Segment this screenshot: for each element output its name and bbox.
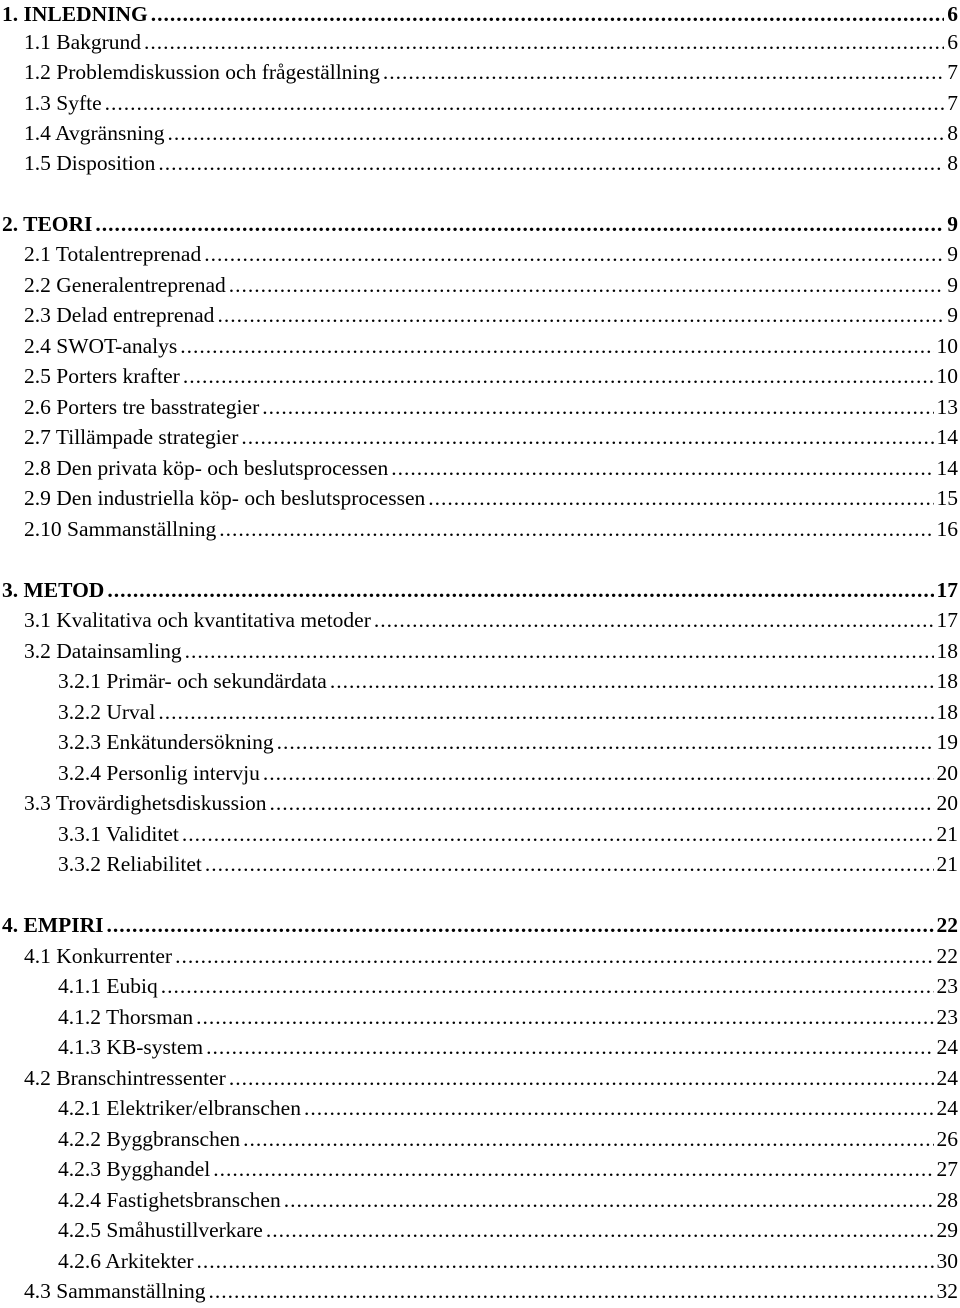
dot-leader — [206, 1033, 933, 1061]
toc-entry[interactable] — [24, 240, 958, 268]
toc-entry-title: 2.9 Den industriella köp- och beslutsprocessen — [24, 486, 426, 510]
toc-entry-page-number: 32 — [936, 1279, 958, 1303]
toc-entry-page-number: 10 — [936, 364, 958, 388]
toc-entry[interactable] — [58, 1033, 958, 1061]
toc-entry-page-number: 29 — [936, 1218, 958, 1242]
dot-leader — [262, 393, 933, 421]
toc-entry-page-number: 19 — [936, 730, 958, 754]
toc-entry-title: 2.7 Tillämpade strategier — [24, 425, 239, 449]
toc-entry-page-number: 16 — [936, 517, 958, 541]
toc-entry-page-number: 26 — [936, 1127, 958, 1151]
toc-entry[interactable] — [58, 1003, 958, 1031]
toc-entry-title: 4.2.5 Småhustillverkare — [58, 1218, 263, 1242]
toc-entry-title: 3.3.2 Reliabilitet — [58, 852, 202, 876]
toc-entry[interactable] — [58, 1094, 958, 1122]
toc-entry-title: 2.6 Porters tre basstrategier — [24, 395, 260, 419]
dot-leader — [391, 454, 933, 482]
dot-leader — [277, 728, 934, 756]
dot-leader — [229, 1064, 934, 1092]
toc-entry-page-number: 14 — [936, 456, 958, 480]
toc-entry-page-number: 15 — [936, 486, 958, 510]
toc-entry-page-number: 21 — [936, 852, 958, 876]
toc-entry-title: 4.1.3 KB-system — [58, 1035, 204, 1059]
toc-entry-page-number: 27 — [936, 1157, 958, 1181]
toc-chapter-entry[interactable] — [2, 0, 958, 28]
toc-entry[interactable] — [24, 393, 958, 421]
toc-entry[interactable] — [24, 454, 958, 482]
toc-entry-title: 3.1 Kvalitativa och kvantitativa metoder — [24, 608, 371, 632]
dot-leader — [270, 789, 934, 817]
toc-entry-page-number: 9 — [947, 212, 958, 236]
toc-entry-title: 1.4 Avgränsning — [24, 121, 165, 145]
toc-entry[interactable] — [24, 362, 958, 390]
dot-leader — [217, 301, 944, 329]
toc-entry[interactable] — [58, 972, 958, 1000]
toc-entry-page-number: 17 — [936, 578, 958, 602]
toc-entry[interactable] — [24, 28, 958, 56]
dot-leader — [185, 637, 934, 665]
toc-entry[interactable] — [58, 698, 958, 726]
toc-entry-title: 2.1 Totalentreprenad — [24, 242, 202, 266]
toc-entry-title: 4.2.2 Byggbranschen — [58, 1127, 241, 1151]
toc-entry-page-number: 6 — [947, 2, 958, 26]
toc-entry-title: 3. METOD — [2, 578, 105, 602]
toc-entry-page-number: 23 — [936, 1005, 958, 1029]
toc-entry[interactable] — [58, 1155, 958, 1183]
toc-entry[interactable] — [24, 606, 958, 634]
dot-leader — [144, 28, 944, 56]
toc-entry-page-number: 23 — [936, 974, 958, 998]
toc-chapter-entry[interactable] — [2, 911, 958, 939]
toc-entry-page-number: 7 — [947, 91, 958, 115]
toc-entry-page-number: 24 — [936, 1035, 958, 1059]
toc-entry[interactable] — [24, 423, 958, 451]
toc-entry-page-number: 24 — [936, 1066, 958, 1090]
toc-entry-title: 1.5 Disposition — [24, 151, 156, 175]
toc-entry-page-number: 10 — [936, 334, 958, 358]
toc-entry-title: 4.2.3 Bygghandel — [58, 1157, 211, 1181]
toc-entry-page-number: 17 — [936, 608, 958, 632]
toc-entry[interactable] — [24, 515, 958, 543]
dot-leader — [95, 210, 944, 238]
toc-entry-page-number: 6 — [947, 30, 958, 54]
toc-entry-title: 2.2 Generalentreprenad — [24, 273, 226, 297]
dot-leader — [213, 1155, 933, 1183]
toc-entry-page-number: 30 — [936, 1249, 958, 1273]
toc-entry[interactable] — [24, 271, 958, 299]
toc-entry-title: 1. INLEDNING — [2, 2, 148, 26]
dot-leader — [107, 911, 934, 939]
toc-entry[interactable] — [58, 1247, 958, 1275]
toc-entry-title: 3.2.3 Enkätundersökning — [58, 730, 274, 754]
toc-entry-title: 4. EMPIRI — [2, 913, 104, 937]
toc-entry-title: 4.1.1 Eubiq — [58, 974, 158, 998]
dot-leader — [205, 850, 934, 878]
toc-entry-title: 4.2.1 Elektriker/elbranschen — [58, 1096, 301, 1120]
toc-entry-title: 4.2.4 Fastighetsbranschen — [58, 1188, 281, 1212]
toc-entry-title: 3.2.1 Primär- och sekundärdata — [58, 669, 327, 693]
toc-entry-page-number: 22 — [936, 913, 958, 937]
toc-entry-page-number: 9 — [947, 303, 958, 327]
toc-entry[interactable] — [24, 301, 958, 329]
toc-entry-title: 3.2 Datainsamling — [24, 639, 182, 663]
toc-entry[interactable] — [24, 1277, 958, 1305]
dot-leader — [151, 0, 945, 28]
dot-leader — [374, 606, 934, 634]
dot-leader — [161, 972, 934, 1000]
toc-entry-title: 2.8 Den privata köp- och beslutsprocessen — [24, 456, 389, 480]
toc-entry-title: 1.1 Bakgrund — [24, 30, 142, 54]
dot-leader — [197, 1247, 934, 1275]
dot-leader — [158, 149, 944, 177]
dot-leader — [330, 667, 934, 695]
dot-leader — [219, 515, 933, 543]
dot-leader — [428, 484, 933, 512]
toc-entry[interactable] — [24, 484, 958, 512]
toc-entry[interactable] — [58, 759, 958, 787]
toc-entry-page-number: 8 — [947, 121, 958, 145]
toc-entry-title: 2. TEORI — [2, 212, 93, 236]
toc-entry-page-number: 20 — [936, 761, 958, 785]
toc-entry[interactable] — [24, 942, 958, 970]
dot-leader — [158, 698, 933, 726]
toc-entry-title: 4.3 Sammanställning — [24, 1279, 206, 1303]
toc-entry-title: 4.1 Konkurrenter — [24, 944, 173, 968]
toc-entry-title: 2.10 Sammanställning — [24, 517, 217, 541]
toc-entry-page-number: 18 — [936, 639, 958, 663]
toc-entry-page-number: 28 — [936, 1188, 958, 1212]
toc-entry-page-number: 18 — [936, 700, 958, 724]
toc-entry-title: 3.3.1 Validitet — [58, 822, 179, 846]
dot-leader — [105, 89, 945, 117]
toc-entry[interactable] — [24, 119, 958, 147]
toc-entry[interactable] — [24, 789, 958, 817]
dot-leader — [263, 759, 934, 787]
toc-entry-title: 1.3 Syfte — [24, 91, 102, 115]
toc-entry-title: 3.3 Trovärdighetsdiskussion — [24, 791, 267, 815]
toc-entry-page-number: 9 — [947, 242, 958, 266]
toc-entry-page-number: 22 — [936, 944, 958, 968]
toc-entry-page-number: 7 — [947, 60, 958, 84]
toc-entry[interactable] — [24, 149, 958, 177]
dot-leader — [209, 1277, 934, 1305]
toc-chapter-entry[interactable] — [2, 210, 958, 238]
toc-entry-page-number: 9 — [947, 273, 958, 297]
dot-leader — [241, 423, 933, 451]
toc-entry-title: 3.2.2 Urval — [58, 700, 156, 724]
dot-leader — [183, 362, 934, 390]
dot-leader — [175, 942, 933, 970]
dot-leader — [304, 1094, 934, 1122]
dot-leader — [204, 240, 944, 268]
toc-entry[interactable] — [24, 637, 958, 665]
toc-entry-title: 4.2.6 Arkitekter — [58, 1249, 194, 1273]
dot-leader — [266, 1216, 934, 1244]
toc-entry[interactable] — [58, 1125, 958, 1153]
dot-leader — [243, 1125, 933, 1153]
toc-entry-page-number: 20 — [936, 791, 958, 815]
toc-entry-title: 3.2.4 Personlig intervju — [58, 761, 260, 785]
dot-leader — [107, 576, 933, 604]
toc-entry[interactable] — [58, 667, 958, 695]
dot-leader — [180, 332, 933, 360]
toc-entry-title: 4.2 Branschintressenter — [24, 1066, 226, 1090]
toc-entry[interactable] — [58, 1216, 958, 1244]
toc-chapter-entry[interactable] — [2, 576, 958, 604]
toc-entry[interactable] — [24, 58, 958, 86]
dot-leader — [383, 58, 944, 86]
toc-entry-page-number: 18 — [936, 669, 958, 693]
toc-entry-title: 2.3 Delad entreprenad — [24, 303, 215, 327]
toc-entry-page-number: 14 — [936, 425, 958, 449]
toc-entry[interactable] — [24, 332, 958, 360]
toc-entry-page-number: 24 — [936, 1096, 958, 1120]
toc-entry-page-number: 8 — [947, 151, 958, 175]
toc-entry-title: 4.1.2 Thorsman — [58, 1005, 194, 1029]
toc-entry[interactable] — [24, 89, 958, 117]
dot-leader — [229, 271, 944, 299]
toc-entry-title: 2.4 SWOT-analys — [24, 334, 178, 358]
toc-entry-page-number: 13 — [936, 395, 958, 419]
toc-entry[interactable] — [58, 1186, 958, 1214]
dot-leader — [182, 820, 934, 848]
dot-leader — [284, 1186, 934, 1214]
toc-entry[interactable] — [58, 728, 958, 756]
dot-leader — [196, 1003, 933, 1031]
toc-entry[interactable] — [24, 1064, 958, 1092]
toc-entry[interactable] — [58, 820, 958, 848]
dot-leader — [168, 119, 945, 147]
toc-entry-page-number: 21 — [936, 822, 958, 846]
toc-entry-title: 2.5 Porters krafter — [24, 364, 180, 388]
toc-entry[interactable] — [58, 850, 958, 878]
toc-entry-title: 1.2 Problemdiskussion och frågeställning — [24, 60, 380, 84]
